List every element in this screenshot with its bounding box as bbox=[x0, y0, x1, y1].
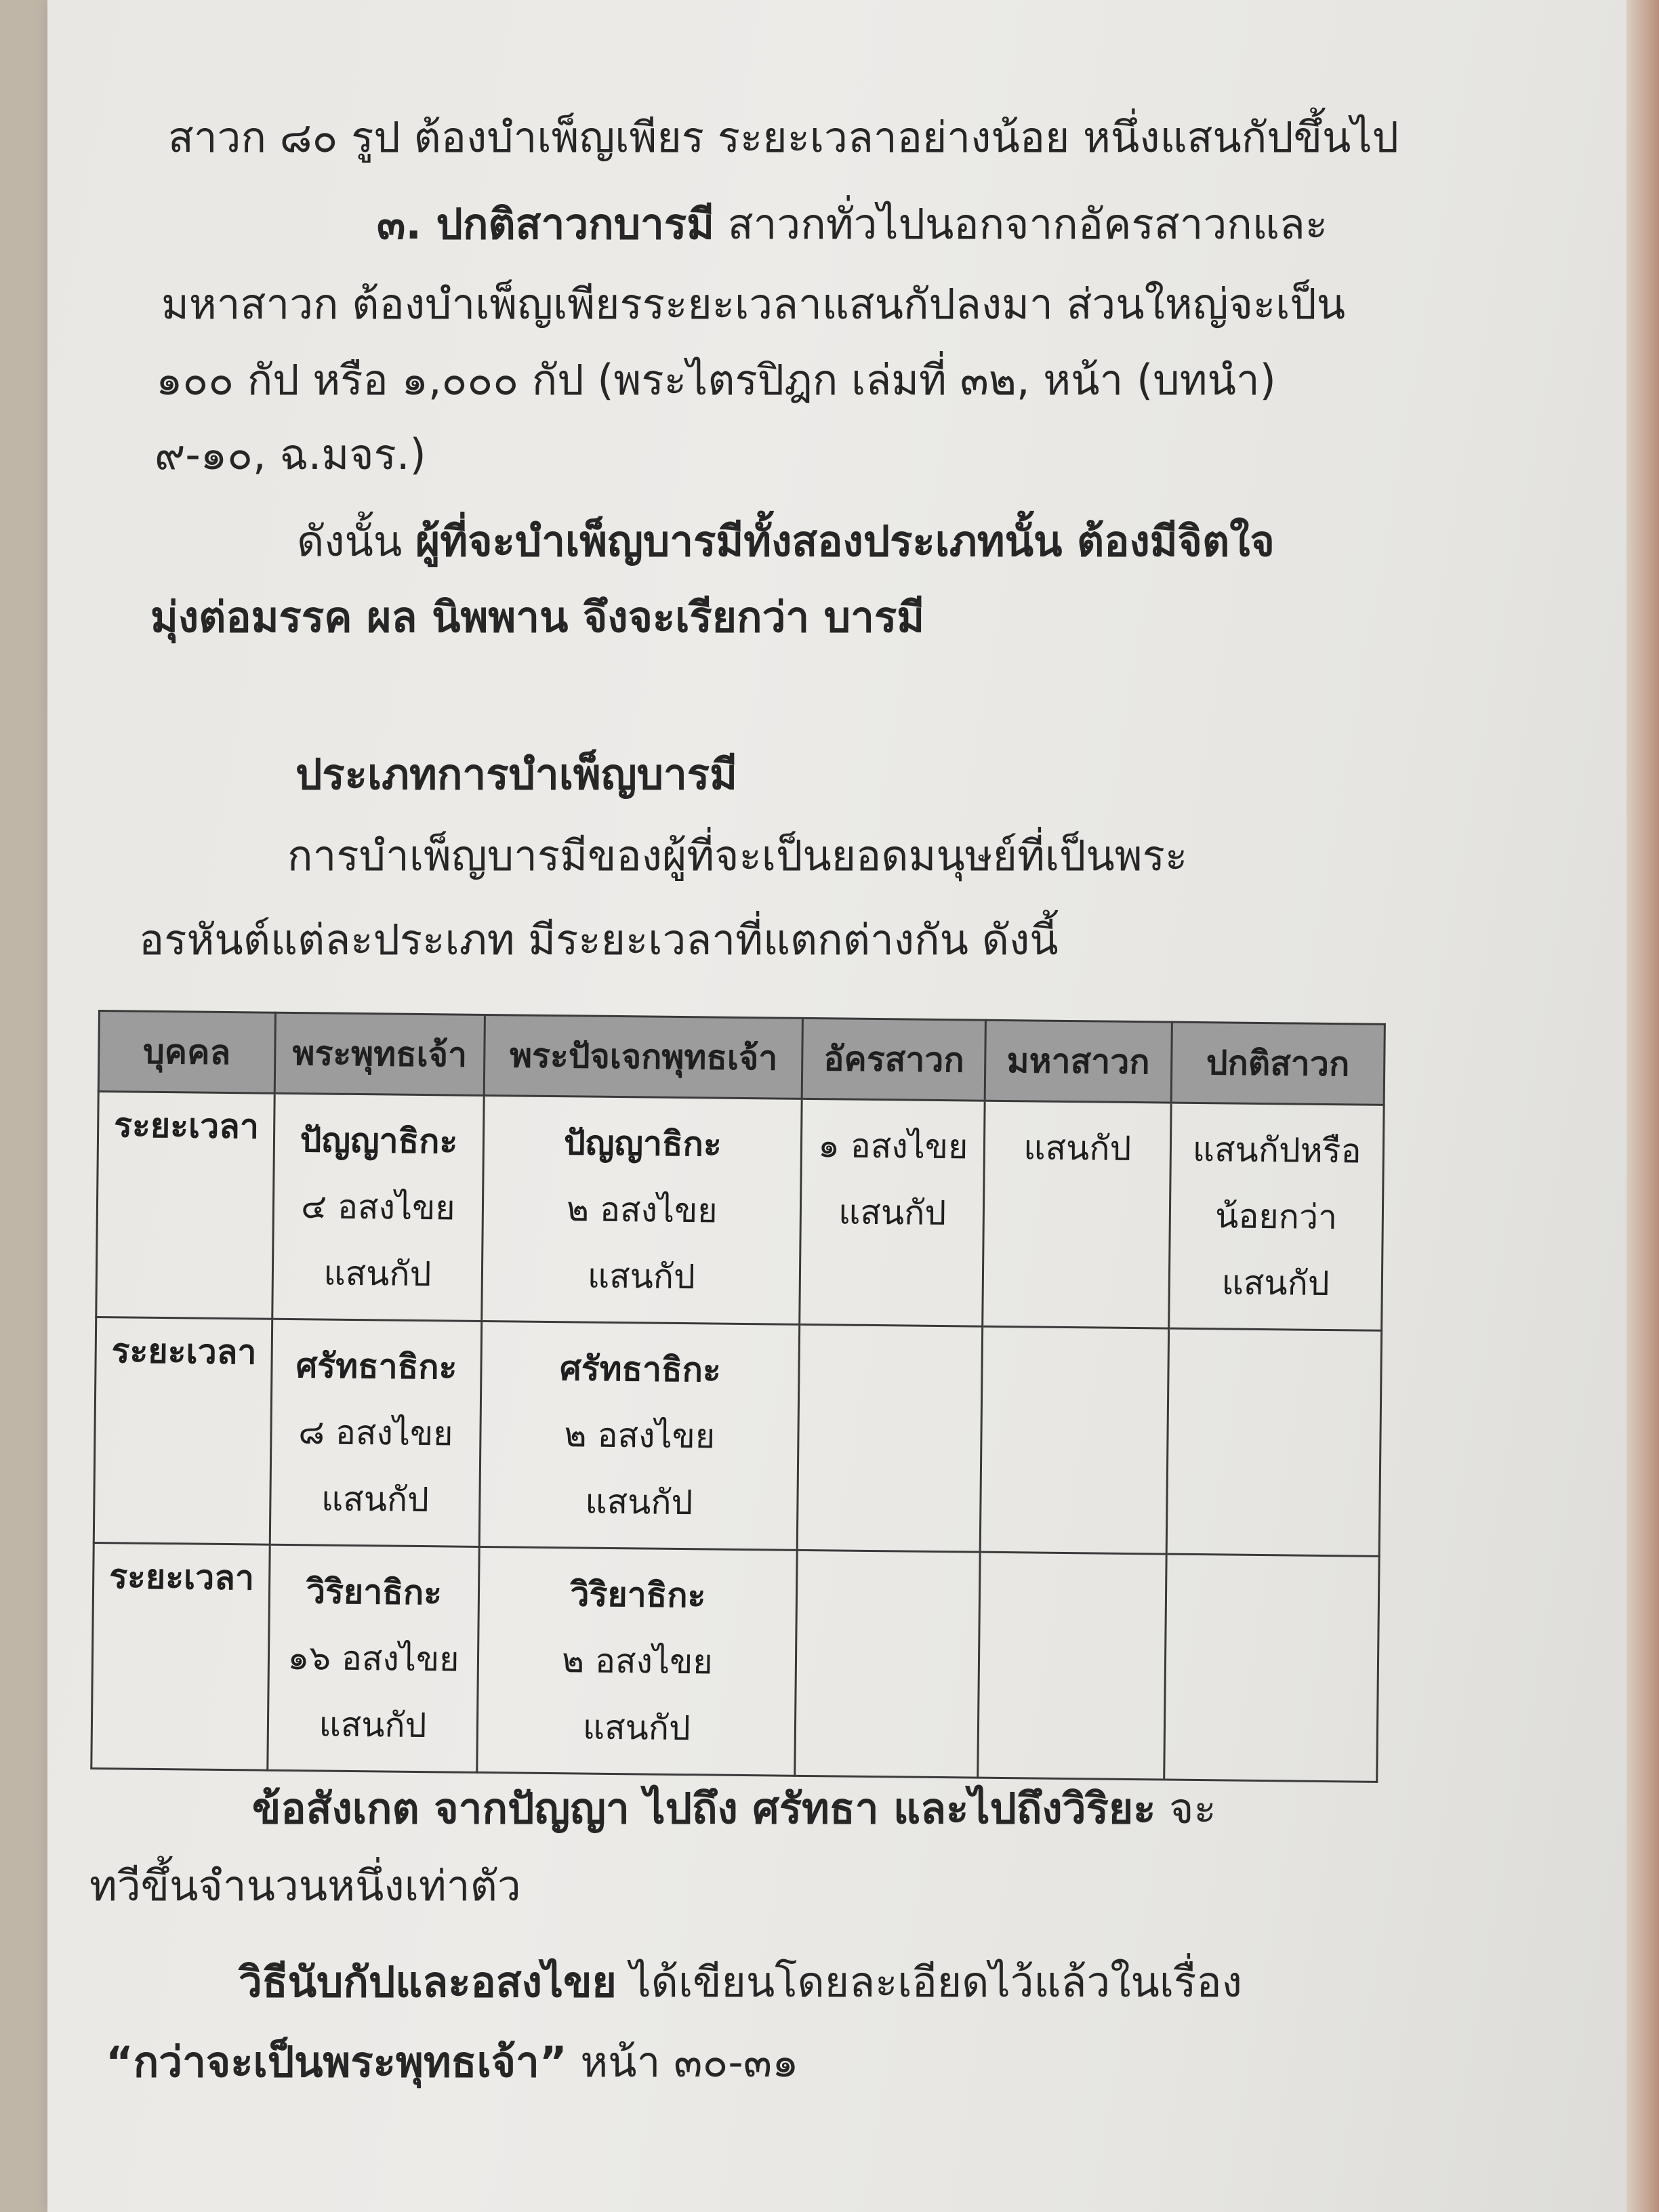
cell-line: แสนกัป bbox=[323, 1253, 432, 1294]
section-intro-1: การบำเพ็ญบารมีของผู้ที่จะเป็นยอดมนุษย์ที่เป็นพระ bbox=[287, 831, 1188, 880]
row-label: ระยะเวลา bbox=[96, 1092, 274, 1319]
cell-maha bbox=[978, 1552, 1166, 1780]
cell-line: แสนกัป bbox=[321, 1479, 430, 1520]
cell-line: แสนกัป bbox=[838, 1192, 947, 1233]
row-label: ระยะเวลา bbox=[91, 1542, 270, 1770]
item3-rest: สาวกทั่วไปนอกจากอัครสาวกและ bbox=[714, 199, 1328, 249]
text-line-7: มุ่งต่อมรรค ผล นิพพาน จึงจะเรียกว่า บารมี bbox=[150, 592, 925, 642]
table-header-row bbox=[98, 1011, 1385, 1105]
cell-line: ศรัทธาธิกะ bbox=[295, 1346, 457, 1387]
method-line-1 bbox=[239, 1957, 1242, 2007]
cell-line: ๔ อสงไขย bbox=[301, 1187, 455, 1228]
note-bold: ข้อสังเกต จากปัญญา ไปถึง ศรัทธา และไปถึงวิริยะ bbox=[252, 1784, 1156, 1833]
cell-maha bbox=[983, 1101, 1171, 1328]
method-line-2 bbox=[106, 2037, 799, 2087]
cell-line: แสนกัป bbox=[1221, 1263, 1330, 1304]
paramita-duration-table bbox=[90, 1010, 1386, 1783]
item3-label: ๓. ปกติสาวกบารมี bbox=[377, 199, 715, 249]
method-rest: ได้เขียนโดยละเอียดไว้แล้วในเรื่อง bbox=[616, 1957, 1242, 2007]
cell-pacceka bbox=[480, 1321, 800, 1550]
cell-buddha bbox=[267, 1544, 479, 1772]
header-buddha: พระพุทธเจ้า bbox=[274, 1012, 485, 1095]
cell-line: ปัญญาธิกะ bbox=[300, 1120, 458, 1162]
text-line-1: สาวก ๘๐ รูป ต้องบำเพ็ญเพียร ระยะเวลาอย่างน้อย หนึ่งแสนกัปขึ้นไป bbox=[168, 112, 1399, 162]
cell-pakati bbox=[1168, 1103, 1384, 1330]
cell-line: แสนกัป bbox=[587, 1256, 696, 1297]
cell-line: วิริยาธิกะ bbox=[570, 1574, 706, 1616]
text-line-5: ๙-๑๐, ฉ.มจร.) bbox=[155, 430, 426, 479]
cell-maha bbox=[980, 1326, 1168, 1554]
header-ordinary-disciple: ปกติสาวก bbox=[1171, 1022, 1385, 1105]
cell-buddha bbox=[270, 1319, 482, 1547]
cell-agga bbox=[800, 1099, 985, 1326]
cell-line: ศรัทธาธิกะ bbox=[559, 1349, 722, 1390]
text-line-4: ๑๐๐ กัป หรือ ๑,๐๐๐ กัป (พระไตรปิฎก เล่มที่ ๓๒, หน้า (บทนำ) bbox=[156, 355, 1276, 405]
cell-line: แสนกัป bbox=[582, 1707, 691, 1748]
cell-line: แสนกัป bbox=[1023, 1128, 1132, 1168]
cell-line: แสนกัป bbox=[585, 1481, 693, 1523]
note-line-1 bbox=[252, 1784, 1216, 1833]
cell-buddha bbox=[272, 1093, 484, 1321]
section-intro-2: อรหันต์แต่ละประเภท มีระยะเวลาที่แตกต่างกัน ดังนี้ bbox=[139, 915, 1059, 964]
cell-agga bbox=[798, 1324, 983, 1552]
cell-line: น้อยกว่า bbox=[1214, 1196, 1338, 1237]
text-line-6 bbox=[297, 516, 1275, 566]
method-quote: “กว่าจะเป็นพระพุทธเจ้า” bbox=[106, 2037, 567, 2087]
cell-pacceka bbox=[482, 1095, 802, 1324]
method-page-ref: หน้า ๓๐-๓๑ bbox=[567, 2037, 799, 2087]
cell-pakati bbox=[1164, 1554, 1379, 1782]
cell-line: แสนกัป bbox=[319, 1704, 427, 1746]
cell-line: ปัญญาธิกะ bbox=[563, 1123, 722, 1164]
cell-pacceka bbox=[477, 1547, 797, 1776]
text-line-3: มหาสาวก ต้องบำเพ็ญเพียรระยะเวลาแสนกัปลงมา ส่วนใหญ่จะเป็น bbox=[161, 279, 1346, 329]
cell-line: แสนกัปหรือ bbox=[1192, 1129, 1361, 1171]
table-row bbox=[94, 1317, 1381, 1556]
cell-line: ๑ อสงไขย bbox=[817, 1126, 968, 1167]
conclusion-bold-1: ผู้ที่จะบำเพ็ญบารมีทั้งสองประเภทนั้น ต้องมีจิตใจ bbox=[415, 516, 1275, 566]
cell-agga bbox=[795, 1550, 980, 1778]
cell-line: ๘ อสงไขย bbox=[298, 1412, 453, 1454]
table-row bbox=[96, 1092, 1384, 1331]
note-tail: จะ bbox=[1155, 1784, 1216, 1833]
cell-line: ๒ อสงไขย bbox=[566, 1189, 718, 1231]
header-person: บุคคล bbox=[98, 1011, 275, 1094]
note-line-2: ทวีขึ้นจำนวนหนึ่งเท่าตัว bbox=[89, 1861, 521, 1910]
cell-line: ๒ อสงไขย bbox=[564, 1415, 716, 1456]
cell-line: วิริยาธิกะ bbox=[306, 1572, 443, 1613]
header-pacceka-buddha: พระปัจเจกพุทธเจ้า bbox=[485, 1015, 803, 1099]
table-row bbox=[91, 1542, 1379, 1782]
page-edge bbox=[1626, 0, 1659, 2212]
method-bold: วิธีนับกัปและอสงไขย bbox=[239, 1957, 617, 2007]
cell-line: ๒ อสงไขย bbox=[561, 1641, 713, 1682]
text-line-2 bbox=[377, 199, 1328, 249]
header-great-disciple: มหาสาวก bbox=[985, 1020, 1172, 1103]
cell-pakati bbox=[1166, 1328, 1382, 1556]
header-chief-disciple: อัครสาวก bbox=[802, 1018, 986, 1101]
cell-line: ๑๖ อสงไขย bbox=[287, 1637, 459, 1679]
section-heading: ประเภทการบำเพ็ญบารมี bbox=[295, 750, 737, 799]
row-label: ระยะเวลา bbox=[94, 1317, 272, 1544]
conclusion-lead: ดังนั้น bbox=[297, 516, 416, 566]
